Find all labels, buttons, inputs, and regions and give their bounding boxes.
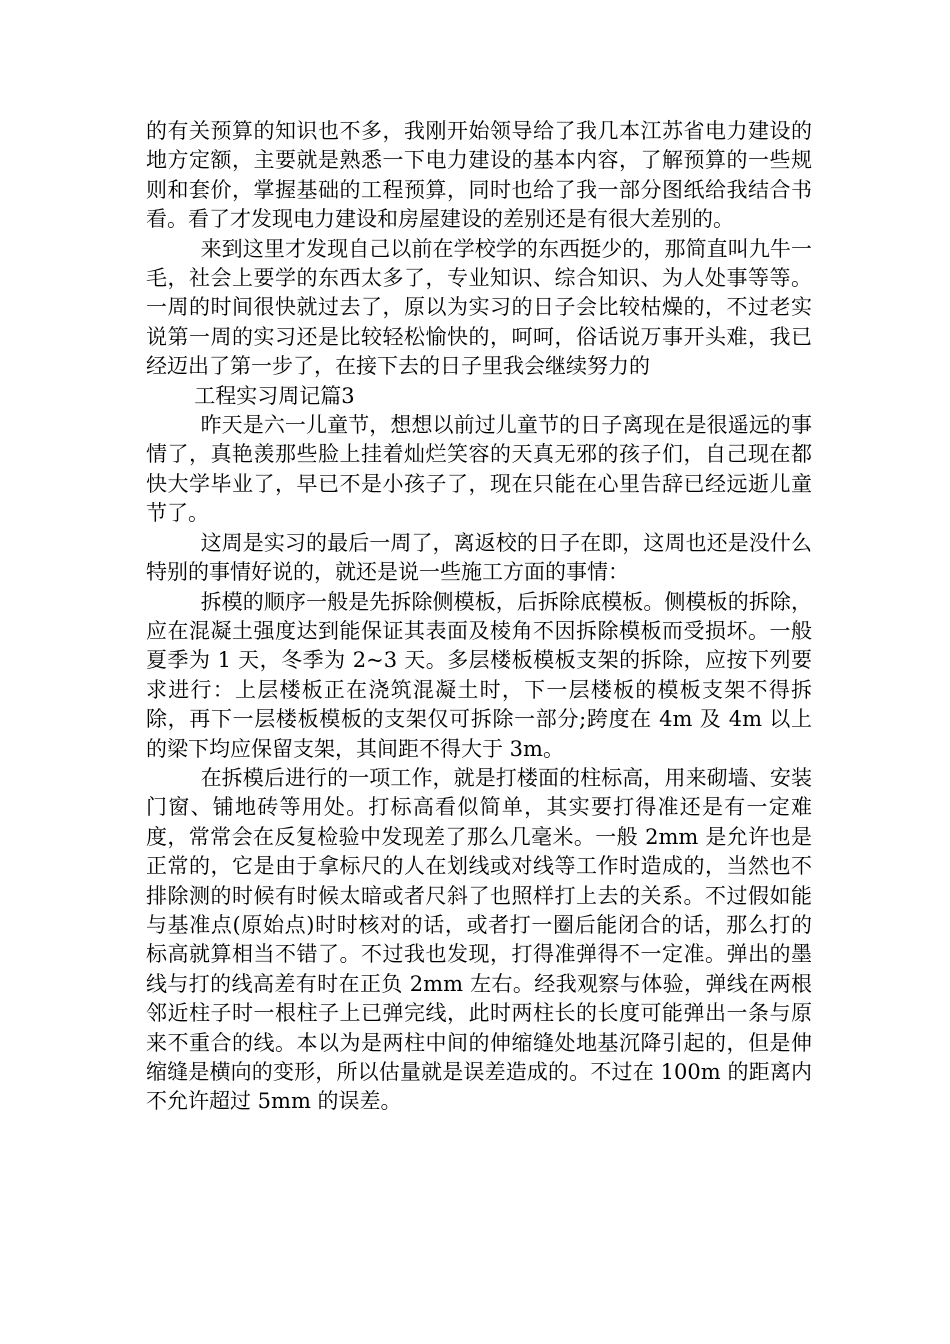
document-body <box>146 117 812 1117</box>
paragraph-last-week: 这周是实习的最后一周了，离返校的日子在即，这周也还是没什么特别的事情好说的，就还是说一些施工方面的事情： <box>146 530 812 585</box>
paragraph-first-week-reflection: 来到这里才发现自己以前在学校学的东西挺少的，那简直叫九牛一毛，社会上要学的东西太多了，专业知识、综合知识、为人处事等等。一周的时间很快就过去了，原以为实习的日子会比较枯燥的，不过老实说第一周的实习还是比较轻松愉快的，呵呵，俗话说万事开头难，我已经迈出了第一步了，在接下去的日子里我会继续努力的 <box>146 236 812 379</box>
section-heading: 工程实习周记篇3 <box>194 383 355 408</box>
paragraph-continuation: 的有关预算的知识也不多，我刚开始领导给了我几本江苏省电力建设的地方定额，主要就是熟悉一下电力建设的基本内容，了解预算的一些规则和套价，掌握基础的工程预算，同时也给了我一部分图纸给我结合书看。看了才发现电力建设和房屋建设的差别还是有很大差别的。 <box>146 119 812 232</box>
paragraph-formwork-removal: 拆模的顺序一般是先拆除侧模板，后拆除底模板。侧模板的拆除，应在混凝土强度达到能保证其表面及棱角不因拆除模板而受损坏。一般夏季为 1 天，冬季为 2~3 天。多层楼板模板支架的拆除，应按下列要求进行：上层楼板正在浇筑混凝土时，下一层楼板的模板支架不得拆除，再下一层楼板模板的支架仅可拆除一部分;跨度在 4m 及 4m 以上的梁下均应保留支架，其间距不得大于 3m。 <box>146 589 812 761</box>
paragraph-elevation-marking: 在拆模后进行的一项工作，就是打楼面的柱标高，用来砌墙、安装门窗、铺地砖等用处。打标高看似简单，其实要打得准还是有一定难度，常常会在反复检验中发现差了那么几毫米。一般 2mm 是允许也是正常的，它是由于拿标尺的人在划线或对线等工作时造成的，当然也不排除测的时候有时候太暗或者尺斜了也照样打上去的关系。不过假如能与基准点(原始点)时时核对的话，或者打一圈后能闭合的话，那么打的标高就算相当不错了。不过我也发现，打得准弹得不一定准。弹出的墨线与打的线高差有时在正负 2mm 左右。经我观察与体验，弹线在两根邻近柱子时一根柱子上已弹完线，此时两柱长的长度可能弹出一条与原来不重合的线。本以为是两柱中间的伸缩缝处地基沉降引起的，但是伸缩缝是横向的变形，所以估量就是误差造成的。不过在 100m 的距离内不允许超过 5mm 的误差。 <box>146 765 812 1114</box>
paragraph-childrens-day: 昨天是六一儿童节，想想以前过儿童节的日子离现在是很遥远的事情了，真艳羡那些脸上挂着灿烂笑容的天真无邪的孩子们，自己现在都快大学毕业了，早已不是小孩子了，现在只能在心里告辞已经远逝儿童节了。 <box>146 413 812 526</box>
